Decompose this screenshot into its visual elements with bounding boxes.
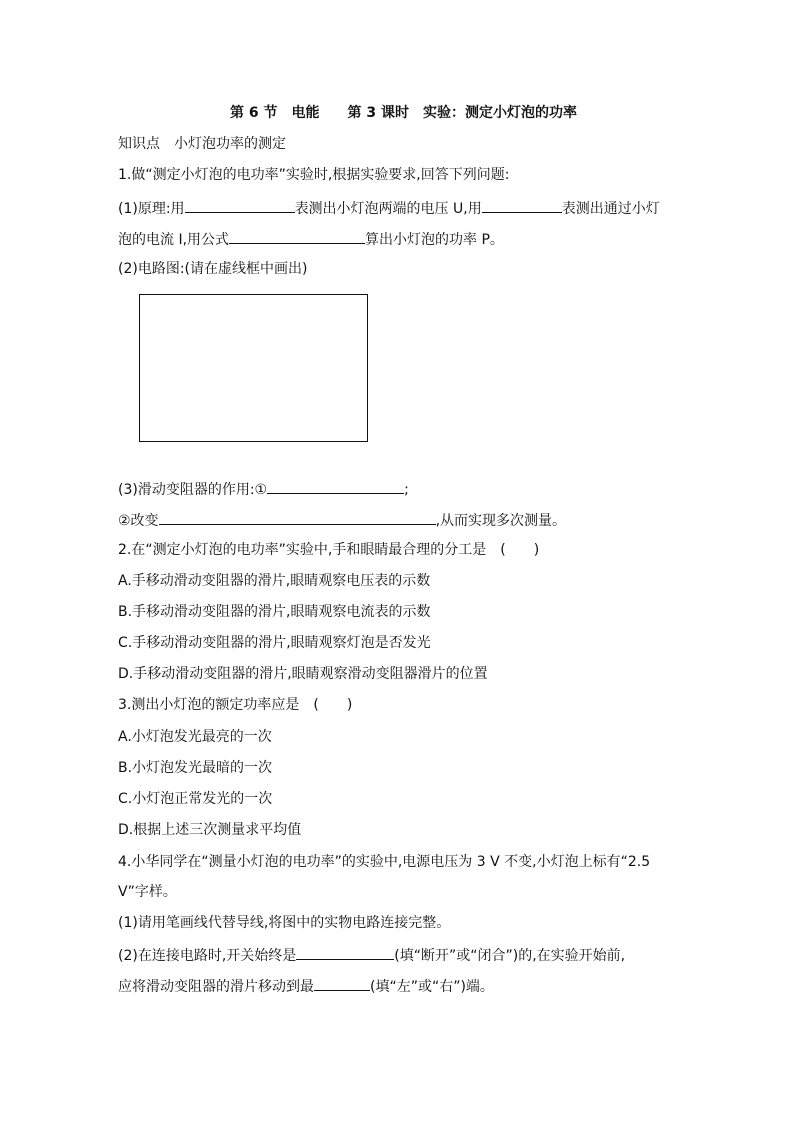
q4-p2-text-d: (填“左”或“右”)端。 [370,979,494,995]
q3-option-c: C.小灯泡正常发光的一次 [118,791,273,807]
q4-stem-line1: 4.小华同学在“测量小灯泡的电功率”的实验中,电源电压为 3 V 不变,小灯泡上标有“2.5 [118,854,651,870]
q1-p3-text-b: ; [404,482,409,498]
q1-p1-text-a: (1)原理:用 [118,201,185,217]
q1-blank-ammeter[interactable] [482,197,562,213]
q1-blank-formula[interactable] [229,228,365,244]
q2-option-a: A.手移动滑动变阻器的滑片,眼睛观察电压表的示数 [118,573,431,589]
q1-part1-line1 [118,197,660,219]
q3-option-a: A.小灯泡发光最亮的一次 [118,729,272,745]
q1-p1-text-e: 算出小灯泡的功率 P。 [365,232,504,248]
q2-option-d: D.手移动滑动变阻器的滑片,眼睛观察滑动变阻器滑片的位置 [118,666,488,682]
q1-blank-change[interactable] [159,509,436,525]
q2-stem: 2.在“测定小灯泡的电功率”实验中,手和眼睛最合理的分工是 ( ) [118,542,540,558]
q1-p4-text-a: ②改变 [118,513,159,529]
q1-blank-voltmeter[interactable] [185,197,295,213]
q1-part2: (2)电路图:(请在虚线框中画出) [118,261,308,277]
q4-part2-line2 [118,975,494,997]
q4-blank-slider-end[interactable] [314,975,370,991]
q1-blank-rheostat-role1[interactable] [267,478,404,494]
q1-part4 [118,509,566,531]
q2-option-b: B.手移动滑动变阻器的滑片,眼睛观察电流表的示数 [118,604,431,620]
q1-p1-text-d: 泡的电流 I,用公式 [118,232,230,248]
q1-p4-text-b: ,从而实现多次测量。 [435,513,567,529]
q1-stem: 1.做“测定小灯泡的电功率”实验时,根据实验要求,回答下列问题: [118,167,510,183]
q1-part1-line2 [118,228,504,250]
knowledge-point: 知识点 小灯泡功率的测定 [118,136,286,152]
q4-p2-text-a: (2)在连接电路时,开关始终是 [118,948,297,964]
q4-p2-text-c: 应将滑动变阻器的滑片移动到最 [118,979,314,995]
q3-option-d: D.根据上述三次测量求平均值 [118,822,302,838]
q4-p2-text-b: (填“断开”或“闭合”)的,在实验开始前, [394,948,626,964]
circuit-diagram-box[interactable] [139,294,368,442]
q1-p1-text-b: 表测出小灯泡两端的电压 U,用 [294,201,482,217]
q4-part1: (1)请用笔画线代替导线,将图中的实物电路连接完整。 [118,915,451,931]
q1-p3-text-a: (3)滑动变阻器的作用:① [118,482,268,498]
q3-stem: 3.测出小灯泡的额定功率应是 ( ) [118,697,353,713]
q2-option-c: C.手移动滑动变阻器的滑片,眼睛观察灯泡是否发光 [118,635,431,651]
q4-blank-switch-state[interactable] [296,944,394,960]
page-title: 第 6 节 电能 第 3 课时 实验：测定小灯泡的功率 [230,105,577,121]
q1-part3 [118,478,409,500]
q4-part2-line1 [118,944,625,966]
q1-p1-text-c: 表测出通过小灯 [561,201,660,217]
q3-option-b: B.小灯泡发光最暗的一次 [118,760,273,776]
q4-stem-line2: V”字样。 [118,884,177,900]
